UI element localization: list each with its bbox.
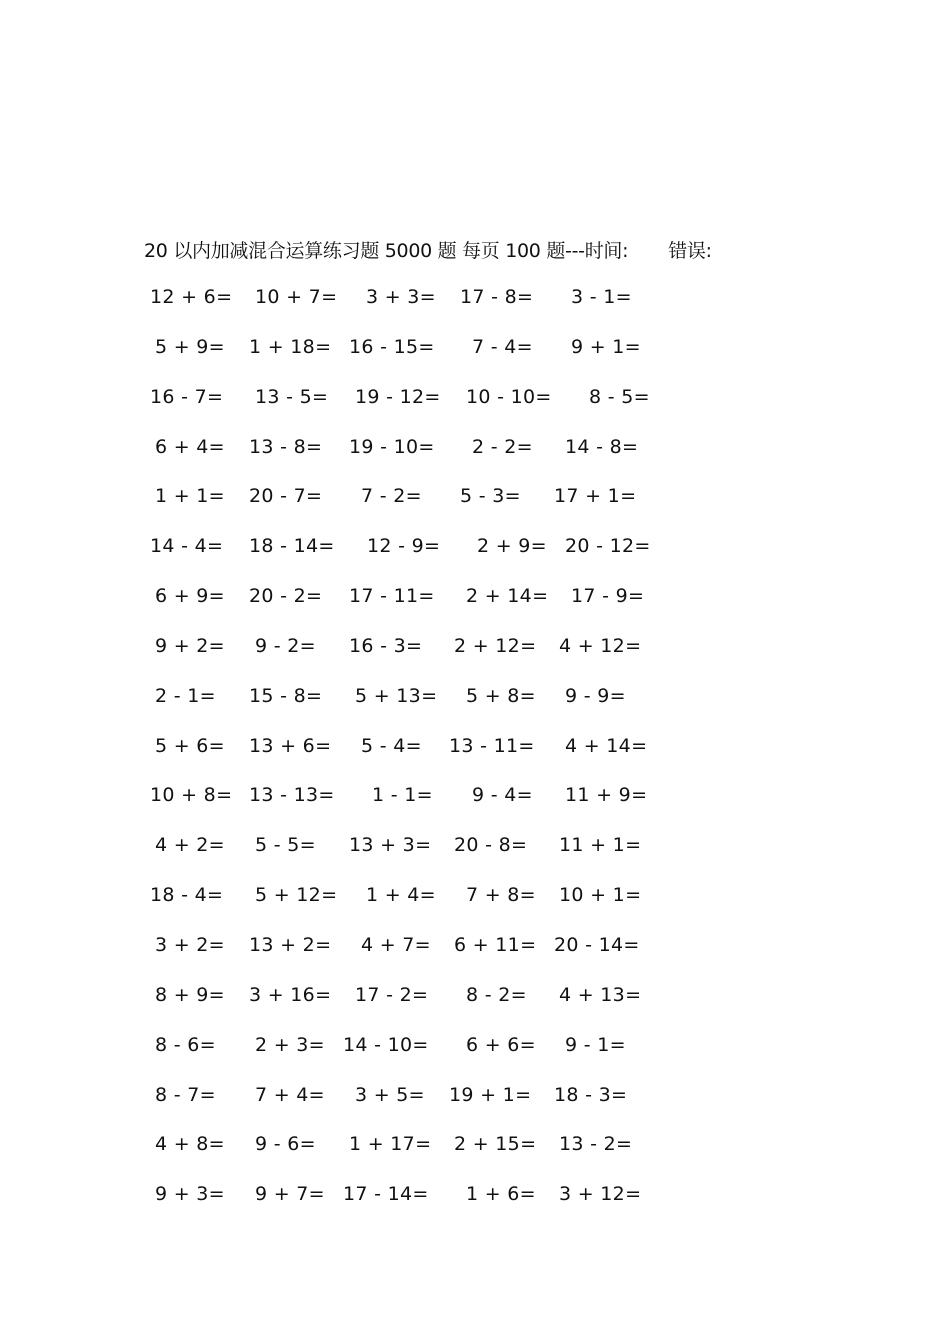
problem-item: 10 - 10= bbox=[466, 385, 552, 408]
problem-item: 17 - 2= bbox=[355, 983, 429, 1006]
problem-row bbox=[0, 984, 950, 1034]
problem-item: 4 + 13= bbox=[559, 983, 642, 1006]
problem-row bbox=[0, 336, 950, 386]
problem-item: 9 + 7= bbox=[255, 1183, 325, 1206]
problem-item: 14 - 8= bbox=[565, 435, 639, 458]
problem-row bbox=[0, 884, 950, 934]
problem-item: 13 - 2= bbox=[559, 1133, 633, 1156]
problem-item: 4 + 12= bbox=[559, 634, 642, 657]
problem-item: 13 - 8= bbox=[249, 435, 323, 458]
problem-item: 16 - 7= bbox=[150, 385, 224, 408]
problem-item: 6 + 11= bbox=[454, 933, 537, 956]
problem-row bbox=[0, 585, 950, 635]
problem-item: 8 - 5= bbox=[589, 385, 650, 408]
problem-item: 6 + 6= bbox=[466, 1033, 536, 1056]
problem-item: 9 - 9= bbox=[565, 684, 626, 707]
problem-item: 2 + 12= bbox=[454, 634, 537, 657]
problem-item: 9 - 6= bbox=[255, 1133, 316, 1156]
problem-row bbox=[0, 635, 950, 685]
problem-item: 9 + 3= bbox=[155, 1183, 225, 1206]
problem-item: 5 + 9= bbox=[155, 335, 225, 358]
problem-item: 5 + 6= bbox=[155, 734, 225, 757]
problem-item: 8 - 7= bbox=[155, 1083, 216, 1106]
problem-item: 3 + 5= bbox=[355, 1083, 425, 1106]
problem-item: 17 - 14= bbox=[343, 1183, 429, 1206]
problem-item: 17 - 11= bbox=[349, 585, 435, 608]
problem-grid bbox=[0, 286, 950, 1233]
problem-row bbox=[0, 1084, 950, 1134]
problem-item: 1 + 17= bbox=[349, 1133, 432, 1156]
problem-item: 2 + 14= bbox=[466, 585, 549, 608]
problem-row bbox=[0, 485, 950, 535]
problem-item: 1 + 1= bbox=[155, 485, 225, 508]
problem-item: 13 + 2= bbox=[249, 933, 332, 956]
problem-item: 7 - 4= bbox=[472, 335, 533, 358]
problem-item: 1 + 4= bbox=[366, 884, 436, 907]
problem-item: 9 - 1= bbox=[565, 1033, 626, 1056]
problem-row bbox=[0, 784, 950, 834]
problem-item: 1 + 6= bbox=[466, 1183, 536, 1206]
problem-item: 17 + 1= bbox=[554, 485, 637, 508]
problem-item: 13 - 11= bbox=[449, 734, 535, 757]
problem-item: 11 + 9= bbox=[565, 784, 648, 807]
problem-item: 2 + 9= bbox=[477, 535, 547, 558]
problem-item: 15 - 8= bbox=[249, 684, 323, 707]
problem-item: 9 + 2= bbox=[155, 634, 225, 657]
problem-item: 7 - 2= bbox=[361, 485, 422, 508]
problem-item: 5 + 13= bbox=[355, 684, 438, 707]
problem-item: 2 - 2= bbox=[472, 435, 533, 458]
problem-row bbox=[0, 1034, 950, 1084]
problem-item: 9 + 1= bbox=[571, 335, 641, 358]
problem-item: 3 + 3= bbox=[366, 286, 436, 308]
problem-item: 9 - 2= bbox=[255, 634, 316, 657]
problem-row bbox=[0, 386, 950, 436]
problem-item: 20 - 12= bbox=[565, 535, 651, 558]
problem-item: 19 - 12= bbox=[355, 385, 441, 408]
problem-row bbox=[0, 735, 950, 785]
problem-item: 10 + 1= bbox=[559, 884, 642, 907]
worksheet-title bbox=[144, 236, 712, 263]
problem-item: 17 - 8= bbox=[460, 286, 534, 308]
problem-item: 2 - 1= bbox=[155, 684, 216, 707]
problem-item: 5 - 5= bbox=[255, 834, 316, 857]
problem-item: 5 - 4= bbox=[361, 734, 422, 757]
problem-row bbox=[0, 834, 950, 884]
problem-item: 4 + 2= bbox=[155, 834, 225, 857]
problem-item: 8 + 9= bbox=[155, 983, 225, 1006]
problem-item: 20 - 7= bbox=[249, 485, 323, 508]
problem-item: 1 + 18= bbox=[249, 335, 332, 358]
problem-item: 9 - 4= bbox=[472, 784, 533, 807]
problem-item: 18 - 4= bbox=[150, 884, 224, 907]
problem-item: 5 + 8= bbox=[466, 684, 536, 707]
problem-item: 20 - 14= bbox=[554, 933, 640, 956]
problem-row bbox=[0, 685, 950, 735]
problem-item: 7 + 4= bbox=[255, 1083, 325, 1106]
problem-item: 16 - 3= bbox=[349, 634, 423, 657]
problem-item: 3 + 16= bbox=[249, 983, 332, 1006]
problem-item: 7 + 8= bbox=[466, 884, 536, 907]
problem-item: 18 - 14= bbox=[249, 535, 335, 558]
problem-item: 20 - 2= bbox=[249, 585, 323, 608]
problem-item: 3 + 2= bbox=[155, 933, 225, 956]
problem-item: 8 - 6= bbox=[155, 1033, 216, 1056]
problem-item: 5 - 3= bbox=[460, 485, 521, 508]
problem-item: 10 + 7= bbox=[255, 286, 338, 308]
problem-item: 11 + 1= bbox=[559, 834, 642, 857]
problem-row bbox=[0, 1133, 950, 1183]
problem-item: 19 + 1= bbox=[449, 1083, 532, 1106]
problem-item: 4 + 8= bbox=[155, 1133, 225, 1156]
problem-item: 13 + 6= bbox=[249, 734, 332, 757]
title-main: 20 以内加减混合运算练习题 5000 题 每页 100 题---时间: bbox=[144, 240, 629, 262]
problem-item: 12 - 9= bbox=[367, 535, 441, 558]
problem-item: 16 - 15= bbox=[349, 335, 435, 358]
problem-item: 2 + 3= bbox=[255, 1033, 325, 1056]
problem-item: 6 + 9= bbox=[155, 585, 225, 608]
problem-item: 20 - 8= bbox=[454, 834, 528, 857]
problem-item: 13 - 13= bbox=[249, 784, 335, 807]
problem-item: 8 - 2= bbox=[466, 983, 527, 1006]
problem-row bbox=[0, 1183, 950, 1233]
problem-item: 2 + 15= bbox=[454, 1133, 537, 1156]
problem-row bbox=[0, 436, 950, 486]
problem-item: 10 + 8= bbox=[150, 784, 233, 807]
problem-item: 13 - 5= bbox=[255, 385, 329, 408]
problem-item: 12 + 6= bbox=[150, 286, 233, 308]
problem-item: 3 - 1= bbox=[571, 286, 632, 308]
problem-item: 3 + 12= bbox=[559, 1183, 642, 1206]
problem-item: 14 - 10= bbox=[343, 1033, 429, 1056]
problem-row bbox=[0, 286, 950, 336]
problem-row bbox=[0, 934, 950, 984]
problem-item: 18 - 3= bbox=[554, 1083, 628, 1106]
problem-row bbox=[0, 535, 950, 585]
problem-item: 17 - 9= bbox=[571, 585, 645, 608]
problem-item: 4 + 7= bbox=[361, 933, 431, 956]
problem-item: 5 + 12= bbox=[255, 884, 338, 907]
problem-item: 6 + 4= bbox=[155, 435, 225, 458]
problem-item: 14 - 4= bbox=[150, 535, 224, 558]
problem-item: 4 + 14= bbox=[565, 734, 648, 757]
problem-item: 19 - 10= bbox=[349, 435, 435, 458]
errors-label: 错误: bbox=[668, 240, 712, 262]
problem-item: 1 - 1= bbox=[372, 784, 433, 807]
problem-item: 13 + 3= bbox=[349, 834, 432, 857]
